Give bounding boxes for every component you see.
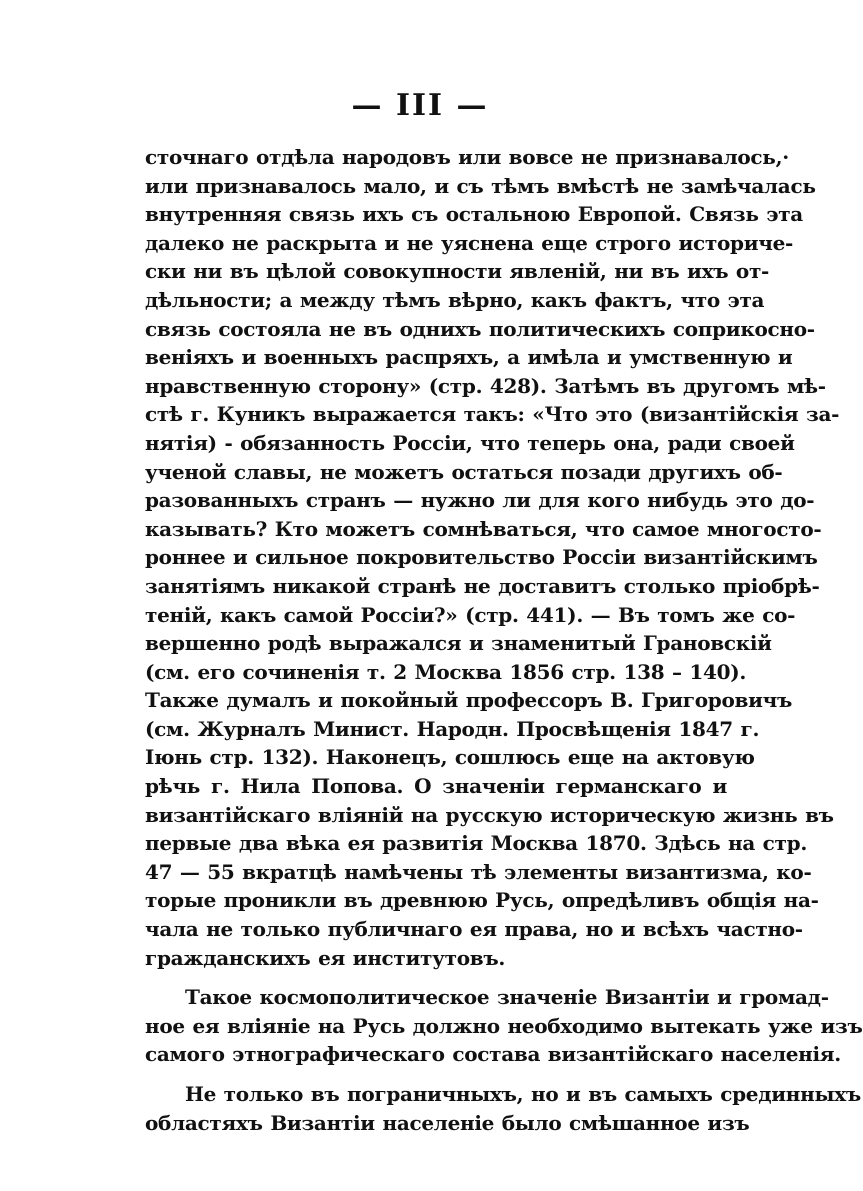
text-line: далеко не раскрыта и не уяснена еще строго историче- (145, 230, 794, 255)
text-line: занятіямъ никакой странѣ не доставитъ столько пріобрѣ- (145, 573, 820, 598)
text-line: роннее и сильное покровительство Россіи византійскимъ (145, 545, 818, 570)
text-line: нятія) - обязанность Россіи, что теперь она, ради своей (145, 430, 795, 455)
text-line: разованныхъ странъ — нужно ли для кого нибудь это до- (145, 488, 815, 513)
text-line: нравственную сторону» (стр. 428). Затѣмъ въ другомъ мѣ- (145, 373, 826, 398)
text-line: самого этнографическаго состава византійскаго населенія. (145, 1042, 841, 1067)
text-line: областяхъ Византіи населеніе было смѣшанное изъ (145, 1110, 750, 1135)
text-line: 47 — 55 вкратцѣ намѣчены тѣ элементы византизма, ко- (145, 859, 812, 884)
paragraph-3 (145, 1080, 861, 1137)
text-line: казывать? Кто можетъ сомнѣваться, что самое многосто- (145, 516, 822, 541)
text-line: византійскаго вліяній на русскую историческую жизнь въ (145, 802, 834, 827)
text-line: торые проникли въ древнюю Русь, опредѣливъ общія на- (145, 888, 819, 913)
text-line: первые два вѣка ея развитія Москва 1870. Здѣсь на стр. (145, 831, 807, 856)
text-line: (см. его сочиненія т. 2 Москва 1856 стр. 138 – 140). (145, 659, 747, 684)
text-line: чала не только публичнаго ея права, но и всѣхъ частно- (145, 917, 803, 942)
text-line: рѣчь г. Нила Попова. О значеніи германскаго и (145, 774, 727, 799)
paragraph-2 (145, 983, 863, 1069)
paragraph-1 (145, 143, 840, 972)
text-line: внутренняя связь ихъ съ остальною Европой. Связь эта (145, 202, 803, 227)
text-line: Также думалъ и покойный профессоръ В. Григоровичъ (145, 688, 793, 713)
text-line: ски ни въ цѣлой совокупности явленій, ни въ ихъ от- (145, 259, 770, 284)
text-line: дѣльности; а между тѣмъ вѣрно, какъ фактъ, что эта (145, 287, 765, 312)
page-number: — III — (351, 88, 489, 123)
text-line: веніяхъ и военныхъ распряхъ, а имѣла и умственную и (145, 345, 793, 370)
text-line: гражданскихъ ея институтовъ. (145, 945, 506, 970)
text-line: ное ея вліяніе на Русь должно необходимо вытекать уже изъ (145, 1013, 863, 1038)
text-line: ученой славы, не можетъ остаться позади другихъ об- (145, 459, 783, 484)
paragraph-gap (145, 1069, 727, 1080)
text-line: теній, какъ самой Россіи?» (стр. 441). — Въ томъ же со- (145, 602, 796, 627)
text-line: вершенно родѣ выражался и знаменитый Грановскій (145, 631, 772, 656)
body-text (145, 143, 863, 1137)
text-line: Не только въ пограничныхъ, но и въ самыхъ срединныхъ (185, 1082, 861, 1106)
text-line: сточнаго отдѣла народовъ или вовсе не признавалось,· (145, 145, 789, 169)
paragraph-gap (145, 972, 727, 983)
text-line: Такое космополитическое значеніе Византіи и громад- (185, 985, 829, 1010)
text-line: или признавалось мало, и съ тѣмъ вмѣстѣ не замѣчалась (145, 173, 816, 198)
text-line: связь состояла не въ однихъ политическихъ соприкосно- (145, 316, 815, 341)
text-line: Іюнь стр. 132). Наконецъ, сошлюсь еще на актовую (145, 745, 755, 770)
text-line: (см. Журналъ Минист. Народн. Просвѣщенія 1847 г. (145, 716, 760, 741)
text-line: стѣ г. Куникъ выражается такъ: «Что это (византійскія за- (145, 402, 840, 427)
